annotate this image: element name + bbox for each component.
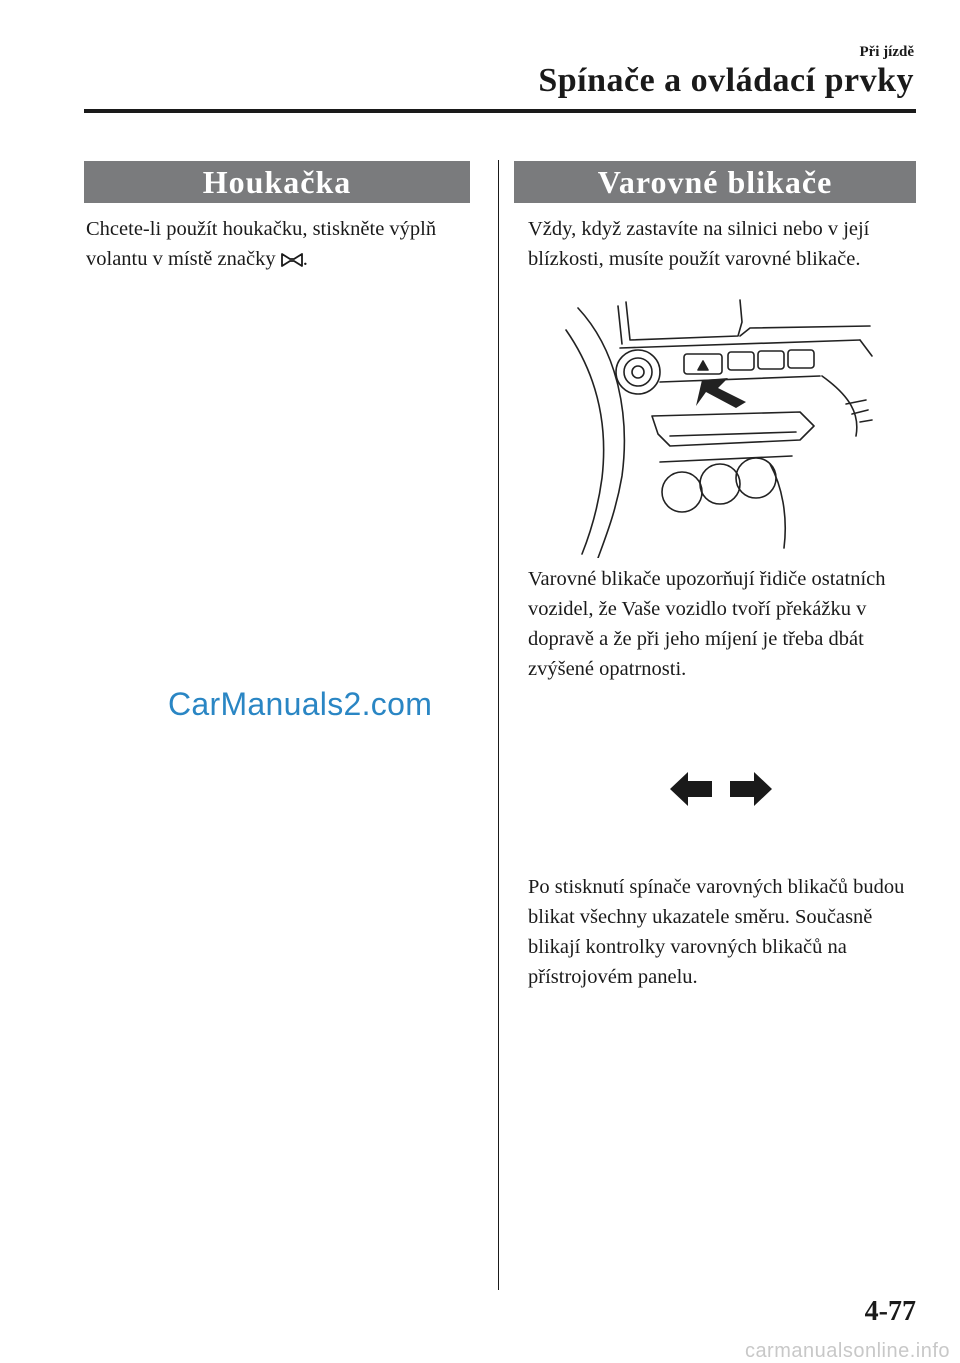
hazard-switch-illustration: [560, 296, 880, 558]
page-number: 4-77: [864, 1296, 916, 1327]
horn-text: Chcete-li použít houkačku, stiskněte výplň volantu v místě značky: [86, 218, 437, 270]
hazard-operation-paragraph: Po stisknutí spínače varovných blikačů budou blikat všechny ukazatele směru. Současně blikají kontrolky varovných blikačů na přístrojovém panelu.: [528, 876, 905, 988]
arrow-right-icon: [730, 772, 772, 806]
heading-hazard: Varovné blikače: [514, 161, 916, 203]
column-divider: [498, 160, 499, 1290]
heading-horn: Houkačka: [84, 161, 470, 203]
arrow-left-icon: [670, 772, 712, 806]
pointer-arrow-icon: [696, 378, 746, 408]
hazard-intro: Vždy, když zastavíte na silnici nebo v její blízkosti, musíte použít varovné blikače.: [528, 218, 870, 270]
turn-signal-indicators: [668, 770, 774, 808]
watermark-logo: CarManuals2.com: [168, 686, 433, 722]
horn-symbol-icon: [281, 253, 303, 267]
horn-text-end: .: [302, 248, 308, 270]
chapter-label: Při jízdě: [859, 44, 914, 60]
horn-paragraph: [86, 214, 478, 274]
section-title: Spínače a ovládací prvky: [538, 62, 914, 99]
hazard-warning-paragraph: Varovné blikače upozorňují řidiče ostatních vozidel, že Vaše vozidlo tvoří překážku v dopravě a že při jeho míjení je třeba dbát zvýšené opatrnosti.: [528, 568, 886, 680]
footer-watermark: carmanualsonline.info: [744, 1340, 950, 1362]
header-rule: [84, 109, 916, 113]
